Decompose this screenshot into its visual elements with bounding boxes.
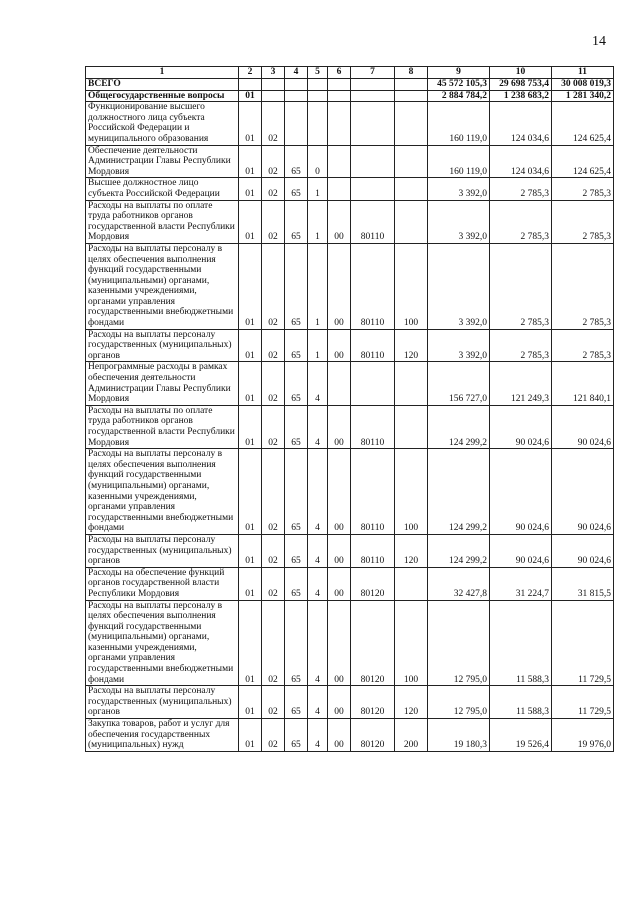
row-name: Расходы на выплаты персоналу в целях обеспечения выполнения функций государственными (муниципальными) органами, казенными учреждениями, органами управления государственными внебюджетными фондами [86, 600, 239, 686]
amount-col-11: 1 281 340,2 [552, 90, 614, 102]
code-section: 01 [239, 405, 262, 448]
code-type [395, 102, 428, 145]
code-direction [328, 362, 351, 405]
code-section: 01 [239, 600, 262, 686]
code-program: 65 [285, 329, 308, 362]
code-expense: 80120 [351, 719, 395, 752]
code-subprogram: 4 [308, 567, 328, 600]
code-section: 01 [239, 102, 262, 145]
table-row [86, 600, 614, 686]
table-row [86, 405, 614, 448]
code-expense: 80110 [351, 534, 395, 567]
code-program: 65 [285, 200, 308, 243]
table-row [86, 178, 614, 200]
code-program: 65 [285, 243, 308, 329]
amount-col-10: 2 785,3 [490, 243, 552, 329]
column-header: 3 [262, 67, 285, 79]
amount-col-9: 32 427,8 [428, 567, 490, 600]
code-subprogram: 4 [308, 362, 328, 405]
code-expense [351, 79, 395, 91]
code-direction: 00 [328, 534, 351, 567]
code-type: 100 [395, 449, 428, 535]
code-direction: 00 [328, 600, 351, 686]
code-type: 100 [395, 243, 428, 329]
code-type: 200 [395, 719, 428, 752]
code-subprogram: 1 [308, 178, 328, 200]
code-program: 65 [285, 449, 308, 535]
amount-col-11: 2 785,3 [552, 200, 614, 243]
amount-col-10: 90 024,6 [490, 449, 552, 535]
amount-col-9: 3 392,0 [428, 329, 490, 362]
code-subprogram [308, 102, 328, 145]
code-subsection: 02 [262, 145, 285, 178]
amount-col-10: 90 024,6 [490, 405, 552, 448]
code-type [395, 178, 428, 200]
row-name: Высшее должностное лицо субъекта Российской Федерации [86, 178, 239, 200]
code-expense [351, 145, 395, 178]
amount-col-9: 3 392,0 [428, 243, 490, 329]
code-program: 65 [285, 719, 308, 752]
code-subsection: 02 [262, 449, 285, 535]
amount-col-9: 12 795,0 [428, 600, 490, 686]
amount-col-10: 2 785,3 [490, 178, 552, 200]
amount-col-10: 31 224,7 [490, 567, 552, 600]
code-expense: 80120 [351, 686, 395, 719]
code-type: 100 [395, 600, 428, 686]
table-row [86, 90, 614, 102]
table-row [86, 79, 614, 91]
amount-col-11: 124 625,4 [552, 102, 614, 145]
code-program: 65 [285, 600, 308, 686]
row-name: Общегосударственные вопросы [86, 90, 239, 102]
row-name: Расходы на выплаты по оплате труда работников органов государственной власти Республики Мордовия [86, 200, 239, 243]
code-direction [328, 178, 351, 200]
amount-col-11: 124 625,4 [552, 145, 614, 178]
code-type [395, 79, 428, 91]
amount-col-9: 160 119,0 [428, 145, 490, 178]
column-header: 5 [308, 67, 328, 79]
code-section: 01 [239, 90, 262, 102]
code-subprogram: 0 [308, 145, 328, 178]
amount-col-11: 2 785,3 [552, 178, 614, 200]
code-expense [351, 90, 395, 102]
amount-col-11: 11 729,5 [552, 686, 614, 719]
amount-col-10: 29 698 753,4 [490, 79, 552, 91]
code-section: 01 [239, 449, 262, 535]
page-number: 14 [592, 34, 606, 49]
amount-col-10: 2 785,3 [490, 329, 552, 362]
code-subsection: 02 [262, 534, 285, 567]
budget-table [85, 66, 614, 752]
amount-col-10: 124 034,6 [490, 102, 552, 145]
code-section [239, 79, 262, 91]
code-subsection: 02 [262, 329, 285, 362]
code-subsection: 02 [262, 243, 285, 329]
code-expense [351, 178, 395, 200]
code-section: 01 [239, 243, 262, 329]
code-direction: 00 [328, 567, 351, 600]
amount-col-10: 90 024,6 [490, 534, 552, 567]
code-subsection [262, 90, 285, 102]
code-direction: 00 [328, 243, 351, 329]
code-direction: 00 [328, 449, 351, 535]
table-row [86, 145, 614, 178]
code-expense: 80110 [351, 200, 395, 243]
code-subsection: 02 [262, 405, 285, 448]
amount-col-10: 19 526,4 [490, 719, 552, 752]
code-type [395, 362, 428, 405]
code-subsection: 02 [262, 200, 285, 243]
header-row [86, 67, 614, 79]
row-name: Расходы на выплаты персоналу в целях обеспечения выполнения функций государственными (муниципальными) органами, казенными учреждениями, органами управления государственными внебюджетными фондами [86, 449, 239, 535]
code-subprogram: 4 [308, 719, 328, 752]
code-program [285, 79, 308, 91]
code-direction: 00 [328, 329, 351, 362]
column-header: 2 [239, 67, 262, 79]
column-header: 9 [428, 67, 490, 79]
code-subprogram: 4 [308, 534, 328, 567]
code-section: 01 [239, 686, 262, 719]
table-row [86, 243, 614, 329]
code-type: 120 [395, 686, 428, 719]
code-type [395, 405, 428, 448]
code-subprogram: 1 [308, 200, 328, 243]
code-type [395, 145, 428, 178]
code-subprogram: 4 [308, 600, 328, 686]
amount-col-11: 90 024,6 [552, 405, 614, 448]
code-expense: 80120 [351, 567, 395, 600]
code-subsection: 02 [262, 719, 285, 752]
code-section: 01 [239, 329, 262, 362]
amount-col-9: 2 884 784,2 [428, 90, 490, 102]
table-row [86, 329, 614, 362]
code-subsection: 02 [262, 178, 285, 200]
code-type: 120 [395, 534, 428, 567]
column-header: 8 [395, 67, 428, 79]
amount-col-11: 31 815,5 [552, 567, 614, 600]
table-row [86, 534, 614, 567]
table-row [86, 102, 614, 145]
amount-col-9: 45 572 105,3 [428, 79, 490, 91]
amount-col-9: 3 392,0 [428, 200, 490, 243]
table-row [86, 719, 614, 752]
table-row [86, 362, 614, 405]
code-subprogram: 4 [308, 405, 328, 448]
code-subprogram [308, 90, 328, 102]
amount-col-9: 124 299,2 [428, 405, 490, 448]
amount-col-10: 1 238 683,2 [490, 90, 552, 102]
code-program: 65 [285, 362, 308, 405]
code-direction [328, 145, 351, 178]
code-direction: 00 [328, 719, 351, 752]
code-program: 65 [285, 178, 308, 200]
column-header: 4 [285, 67, 308, 79]
code-program [285, 102, 308, 145]
code-section: 01 [239, 362, 262, 405]
amount-col-11: 30 008 019,3 [552, 79, 614, 91]
amount-col-11: 90 024,6 [552, 449, 614, 535]
amount-col-9: 3 392,0 [428, 178, 490, 200]
table-row [86, 449, 614, 535]
code-subprogram [308, 79, 328, 91]
code-expense [351, 362, 395, 405]
amount-col-10: 2 785,3 [490, 200, 552, 243]
code-subprogram: 4 [308, 686, 328, 719]
amount-col-11: 11 729,5 [552, 600, 614, 686]
row-name: Обеспечение деятельности Администрации Главы Республики Мордовия [86, 145, 239, 178]
row-name: Расходы на выплаты персоналу государственных (муниципальных) органов [86, 534, 239, 567]
code-direction: 00 [328, 405, 351, 448]
code-subsection: 02 [262, 567, 285, 600]
row-name: Непрограммные расходы в рамках обеспечения деятельности Администрации Главы Республики Мордовия [86, 362, 239, 405]
row-name: Закупка товаров, работ и услуг для обеспечения государственных (муниципальных) нужд [86, 719, 239, 752]
column-header: 11 [552, 67, 614, 79]
row-name: Расходы на выплаты персоналу государственных (муниципальных) органов [86, 329, 239, 362]
table-row [86, 686, 614, 719]
code-subsection: 02 [262, 362, 285, 405]
amount-col-9: 124 299,2 [428, 534, 490, 567]
amount-col-11: 2 785,3 [552, 329, 614, 362]
code-expense: 80110 [351, 329, 395, 362]
row-name: ВСЕГО [86, 79, 239, 91]
amount-col-10: 121 249,3 [490, 362, 552, 405]
amount-col-10: 124 034,6 [490, 145, 552, 178]
table-row [86, 200, 614, 243]
code-type [395, 567, 428, 600]
code-program: 65 [285, 534, 308, 567]
code-section: 01 [239, 178, 262, 200]
amount-col-10: 11 588,3 [490, 686, 552, 719]
row-name: Расходы на выплаты по оплате труда работников органов государственной власти Республики Мордовия [86, 405, 239, 448]
code-expense: 80110 [351, 449, 395, 535]
code-program: 65 [285, 567, 308, 600]
column-header: 7 [351, 67, 395, 79]
code-direction [328, 79, 351, 91]
amount-col-9: 156 727,0 [428, 362, 490, 405]
code-subsection [262, 79, 285, 91]
amount-col-11: 90 024,6 [552, 534, 614, 567]
table-body [86, 79, 614, 752]
row-name: Расходы на выплаты персоналу в целях обеспечения выполнения функций государственными (муниципальными) органами, казенными учреждениями, органами управления государственными внебюджетными фондами [86, 243, 239, 329]
code-subprogram: 1 [308, 243, 328, 329]
code-program [285, 90, 308, 102]
amount-col-9: 124 299,2 [428, 449, 490, 535]
code-section: 01 [239, 719, 262, 752]
code-type [395, 200, 428, 243]
column-header: 6 [328, 67, 351, 79]
code-subprogram: 4 [308, 449, 328, 535]
table-row [86, 567, 614, 600]
column-header: 10 [490, 67, 552, 79]
row-name: Расходы на обеспечение функций органов государственной власти Республики Мордовия [86, 567, 239, 600]
code-expense: 80110 [351, 405, 395, 448]
amount-col-9: 19 180,3 [428, 719, 490, 752]
code-section: 01 [239, 534, 262, 567]
code-subsection: 02 [262, 102, 285, 145]
code-direction: 00 [328, 200, 351, 243]
code-subsection: 02 [262, 686, 285, 719]
amount-col-9: 12 795,0 [428, 686, 490, 719]
amount-col-9: 160 119,0 [428, 102, 490, 145]
code-section: 01 [239, 200, 262, 243]
code-program: 65 [285, 686, 308, 719]
code-type [395, 90, 428, 102]
code-direction [328, 90, 351, 102]
code-section: 01 [239, 567, 262, 600]
row-name: Функционирование высшего должностного лица субъекта Российской Федерации и муниципального образования [86, 102, 239, 145]
amount-col-11: 19 976,0 [552, 719, 614, 752]
code-expense: 80120 [351, 600, 395, 686]
column-header: 1 [86, 67, 239, 79]
code-program: 65 [285, 405, 308, 448]
code-subsection: 02 [262, 600, 285, 686]
code-expense [351, 102, 395, 145]
code-direction: 00 [328, 686, 351, 719]
code-section: 01 [239, 145, 262, 178]
code-type: 120 [395, 329, 428, 362]
code-subprogram: 1 [308, 329, 328, 362]
row-name: Расходы на выплаты персоналу государственных (муниципальных) органов [86, 686, 239, 719]
amount-col-11: 2 785,3 [552, 243, 614, 329]
code-expense: 80110 [351, 243, 395, 329]
amount-col-11: 121 840,1 [552, 362, 614, 405]
code-program: 65 [285, 145, 308, 178]
code-direction [328, 102, 351, 145]
amount-col-10: 11 588,3 [490, 600, 552, 686]
